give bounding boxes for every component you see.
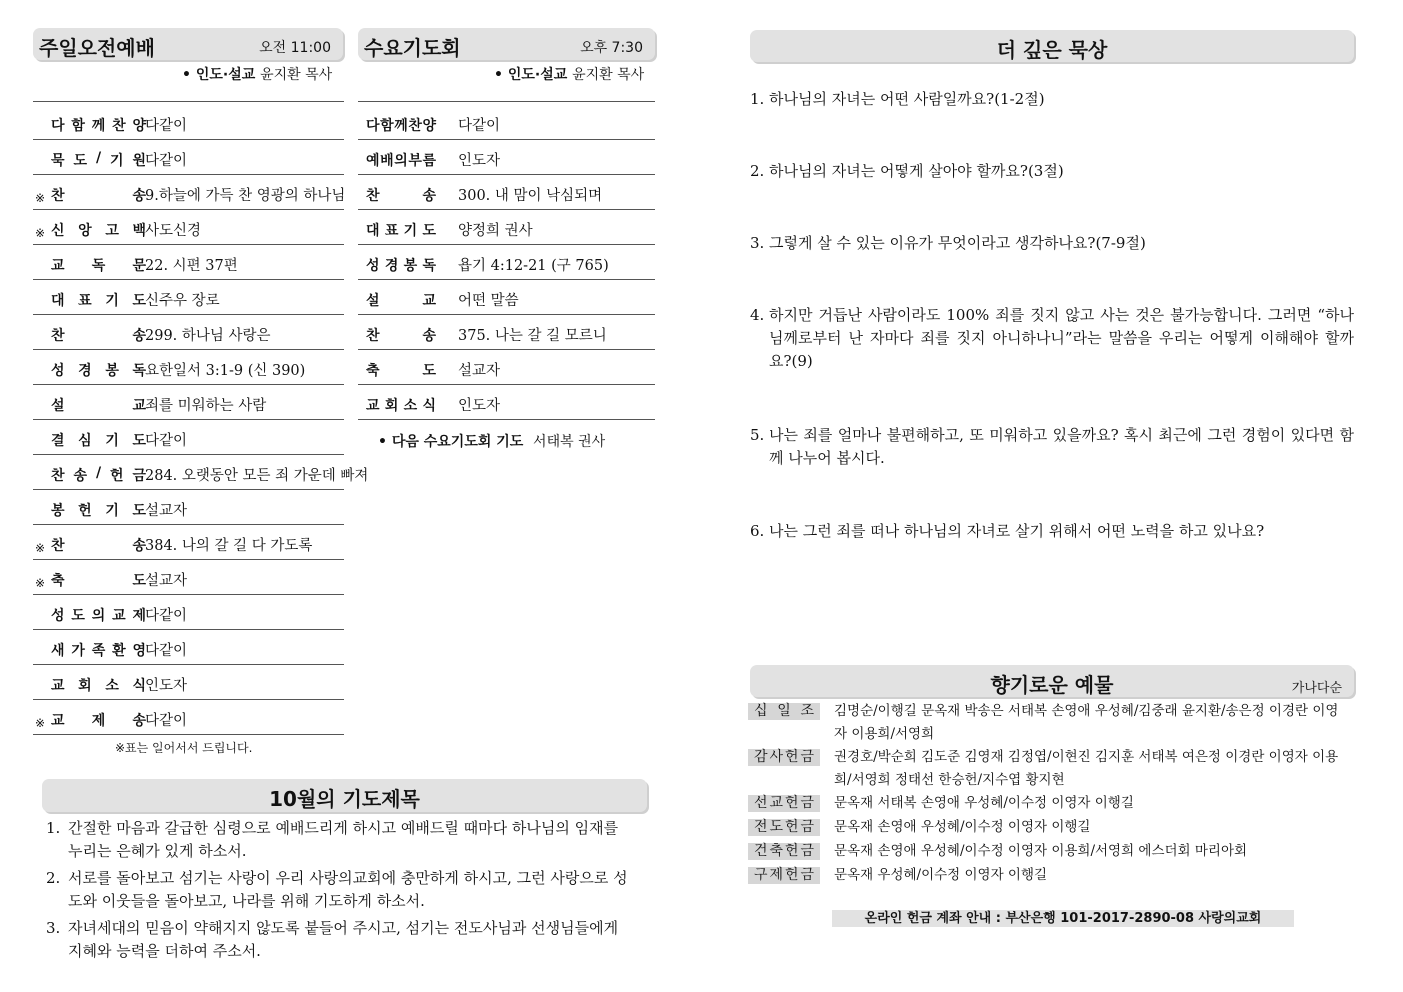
- offering-order-note: 가나다순: [1291, 681, 1342, 696]
- order-value: 다같이: [145, 608, 188, 624]
- order-value: 인도자: [458, 153, 501, 169]
- order-value: 다같이: [145, 713, 188, 729]
- sunday-standing-note: ※표는 일어서서 드립니다.: [115, 741, 253, 755]
- item-number: 1.: [750, 90, 765, 108]
- order-value: 284. 오랫동안 모든 죄 가운데 빠져: [145, 468, 369, 484]
- order-value: 299. 하나님 사랑은: [145, 328, 271, 344]
- order-value: 사도신경: [145, 223, 202, 239]
- offering-names: 문옥재 손영애 우성혜/이수정 이영자 이행길: [834, 819, 1091, 835]
- item-text: 하나님의 자녀는 어떤 사람일까요?(1-2절): [769, 90, 1045, 108]
- sunday-leader: [182, 64, 332, 84]
- order-label: 묵 도 / 기 원: [51, 150, 146, 169]
- order-label: 찬 송: [51, 328, 146, 344]
- wednesday-order-row: [358, 384, 655, 420]
- wednesday-service-time: 오후 7:30: [580, 40, 643, 56]
- item-number: 5.: [750, 426, 765, 444]
- item-text: 나는 죄를 얼마나 불편해하고, 또 미워하고 있을까요? 혹시 최근에 그런 경험이 있다면 함께 나누어 봅시다.: [769, 426, 1354, 467]
- order-label: 예 배 의 부 름: [366, 153, 436, 169]
- order-label: 찬 송: [366, 328, 436, 344]
- item-text: 하지만 거듭난 사람이라도 100% 죄를 짓지 않고 사는 것은 불가능합니다. 그러면 “하나님께로부터 난 자마다 죄를 짓지 아니하나니”라는 말씀을 우리는 어떻게 이해해야 할까요?(9): [769, 306, 1354, 370]
- order-value: 요한일서 3:1-9 (신 390): [145, 363, 306, 379]
- order-label: 새 가 족 환 영: [51, 643, 146, 659]
- online-offering-account: 온라인 헌금 계좌 안내 : 부산은행 101-2017-2890-08 사랑의교회: [832, 910, 1294, 927]
- sunday-order-row: [33, 419, 344, 455]
- offering-names: 김명순/이행길 문옥재 박송은 서태복 손영애 우성혜/김중래 윤지환/송은정 이경란 이영자 이용희/서영희: [834, 703, 1339, 742]
- order-label: 교 제 송: [51, 713, 146, 729]
- sunday-order-row: [33, 489, 344, 525]
- offering-title: 향기로운 예물: [990, 673, 1114, 697]
- order-label: 봉 헌 기 도: [51, 503, 146, 519]
- wednesday-leader-name: 윤지환 목사: [572, 67, 645, 83]
- order-label: 결 심 기 도: [51, 433, 146, 449]
- order-label: 성 경 봉 독: [51, 363, 146, 379]
- order-label: 축 도: [51, 573, 146, 589]
- order-label: 다 함 께 찬 양: [51, 118, 146, 134]
- prayer-topics-title: 10월의 기도제목: [269, 787, 420, 811]
- item-number: 4.: [750, 306, 765, 324]
- order-label: 다 함 께 찬 양: [366, 118, 436, 134]
- sunday-leader-name: 윤지환 목사: [260, 67, 333, 83]
- sunday-order-row: [33, 664, 344, 700]
- wednesday-top-rule: [358, 101, 655, 102]
- offering-category: 구 제 헌 금: [748, 867, 820, 884]
- prayer-topics-list: [46, 817, 636, 967]
- offering-category: 감 사 헌 금: [748, 749, 820, 766]
- sunday-order-row: [33, 524, 344, 560]
- sunday-order-row: [33, 559, 344, 595]
- order-label: 교 회 소 식: [51, 678, 146, 694]
- sunday-service-title: 주일오전예배: [39, 36, 155, 60]
- order-label: 설 교: [51, 398, 146, 414]
- offering-header: [750, 665, 1354, 697]
- sunday-order-row: [33, 104, 344, 140]
- standing-mark: ※: [35, 191, 46, 205]
- sunday-top-rule: [33, 101, 344, 102]
- meditation-header: [750, 30, 1354, 62]
- order-value: 설교자: [145, 503, 188, 519]
- order-label: 신 앙 고 백: [51, 223, 146, 239]
- order-value: 다같이: [145, 118, 188, 134]
- wednesday-order-row: [358, 244, 655, 280]
- item-number: 3.: [750, 234, 765, 252]
- order-label: 교 독 문: [51, 258, 146, 274]
- order-label: 찬 송 / 헌 금: [51, 465, 146, 484]
- sunday-order-row: [33, 279, 344, 315]
- order-label: 성 경 봉 독: [366, 258, 436, 274]
- order-value: 어떤 말씀: [458, 293, 519, 309]
- offering-list: [748, 703, 1348, 893]
- next-wednesday-prayer: [378, 431, 605, 451]
- standing-mark: ※: [35, 541, 46, 555]
- item-text: 그렇게 살 수 있는 이유가 무엇이라고 생각하나요?(7-9절): [769, 234, 1146, 252]
- order-value: 375. 나는 갈 길 모르니: [458, 328, 607, 344]
- order-label: 교 회 소 식: [366, 398, 436, 414]
- wednesday-order-row: [358, 349, 655, 385]
- sunday-order-row: [33, 174, 344, 210]
- order-value: 인도자: [145, 678, 188, 694]
- offering-names: 문옥재 손영애 우성혜/이수정 이영자 이용희/서영희 에스더회 마리아회: [834, 843, 1248, 859]
- order-value: 다같이: [145, 433, 188, 449]
- meditation-title: 더 깊은 묵상: [996, 38, 1108, 62]
- order-value: 죄를 미워하는 사람: [145, 398, 267, 414]
- sunday-order-row: [33, 384, 344, 420]
- wednesday-order-row: [358, 209, 655, 245]
- item-number: 6.: [750, 522, 765, 540]
- sunday-order-row: [33, 209, 344, 245]
- wednesday-leader-prefix: • 인도·설교: [494, 67, 568, 83]
- order-value: 다같이: [145, 153, 188, 169]
- item-number: 2.: [46, 869, 61, 887]
- wednesday-order-row: [358, 314, 655, 350]
- wednesday-leader: [494, 64, 644, 84]
- sunday-order-row: [33, 699, 344, 735]
- order-label: 설 교: [366, 293, 436, 309]
- item-text: 나는 그런 죄를 떠나 하나님의 자녀로 살기 위해서 어떤 노력을 하고 있나요?: [769, 522, 1265, 540]
- wednesday-order-row: [358, 139, 655, 175]
- order-value: 9.하늘에 가득 찬 영광의 하나님: [145, 188, 346, 204]
- item-number: 2.: [750, 162, 765, 180]
- wednesday-service-title: 수요기도회: [364, 36, 461, 60]
- meditation-questions: [750, 88, 1354, 558]
- sunday-service-time: 오전 11:00: [259, 40, 331, 56]
- order-label: 찬 송: [51, 538, 146, 554]
- sunday-order-row: [33, 629, 344, 665]
- order-value: 다같이: [458, 118, 501, 134]
- order-label: 찬 송: [366, 188, 436, 204]
- wednesday-order-row: [358, 279, 655, 315]
- order-value: 욥기 4:12-21 (구 765): [458, 258, 609, 274]
- next-prayer-prefix: • 다음 수요기도회 기도: [378, 434, 524, 450]
- order-value: 신주우 장로: [145, 293, 220, 309]
- order-label: 대 표 기 도: [366, 223, 436, 239]
- offering-category: 전 도 헌 금: [748, 819, 820, 836]
- order-label: 축 도: [366, 363, 436, 379]
- order-value: 22. 시편 37편: [145, 258, 238, 274]
- offering-names: 문옥재 서태복 손영애 우성혜/이수정 이영자 이행길: [834, 795, 1134, 811]
- wednesday-order-row: [358, 174, 655, 210]
- item-text: 하나님의 자녀는 어떻게 살아야 할까요?(3절): [769, 162, 1064, 180]
- sunday-order-row: [33, 594, 344, 630]
- item-number: 1.: [46, 819, 61, 837]
- order-value: 다같이: [145, 643, 188, 659]
- offering-names: 권경호/박순희 김도준 김영재 김정엽/이현진 김지훈 서태복 여은정 이경란 이영자 이용희/서영희 정태선 한승헌/지수엽 황지현: [834, 749, 1339, 788]
- offering-names: 문옥재 우성혜/이수정 이영자 이행길: [834, 867, 1048, 883]
- item-text: 간절한 마음과 갈급한 심령으로 예배드리게 하시고 예배드릴 때마다 하나님의 임재를 누리는 은혜가 있게 하소서.: [68, 819, 619, 860]
- order-value: 설교자: [458, 363, 501, 379]
- offering-category: 선 교 헌 금: [748, 795, 820, 812]
- wednesday-order-list: [358, 104, 655, 424]
- prayer-topics-header: [42, 779, 647, 812]
- sunday-order-row: [33, 349, 344, 385]
- standing-mark: ※: [35, 576, 46, 590]
- next-prayer-name: 서태복 권사: [533, 434, 606, 450]
- order-label: 대 표 기 도: [51, 293, 146, 309]
- standing-mark: ※: [35, 226, 46, 240]
- order-label: 성 도 의 교 제: [51, 608, 146, 624]
- sunday-leader-prefix: • 인도·설교: [182, 67, 256, 83]
- wednesday-service-header: [358, 28, 655, 60]
- item-text: 서로를 돌아보고 섬기는 사랑이 우리 사랑의교회에 충만하게 하시고, 그런 사랑으로 성도와 이웃들을 돌아보고, 나라를 위해 기도하게 하소서.: [68, 869, 628, 910]
- order-value: 양정희 권사: [458, 223, 533, 239]
- offering-category: 건 축 헌 금: [748, 843, 820, 860]
- item-text: 자녀세대의 믿음이 약해지지 않도록 붙들어 주시고, 섬기는 전도사님과 선생님들에게 지혜와 능력을 더하여 주소서.: [68, 919, 619, 960]
- sunday-order-row: [33, 139, 344, 175]
- sunday-service-header: [33, 28, 343, 60]
- order-value: 384. 나의 갈 길 다 가도록: [145, 538, 313, 554]
- offering-category: 십 일 조: [748, 703, 820, 720]
- sunday-order-row: [33, 314, 344, 350]
- wednesday-order-row: [358, 104, 655, 140]
- order-value: 인도자: [458, 398, 501, 414]
- order-value: 300. 내 맘이 낙심되며: [458, 188, 603, 204]
- sunday-order-list: [33, 104, 369, 734]
- standing-mark: ※: [35, 716, 46, 730]
- sunday-order-row: [33, 454, 369, 490]
- order-value: 설교자: [145, 573, 188, 589]
- sunday-order-row: [33, 244, 344, 280]
- order-label: 찬 송: [51, 188, 146, 204]
- item-number: 3.: [46, 919, 61, 937]
